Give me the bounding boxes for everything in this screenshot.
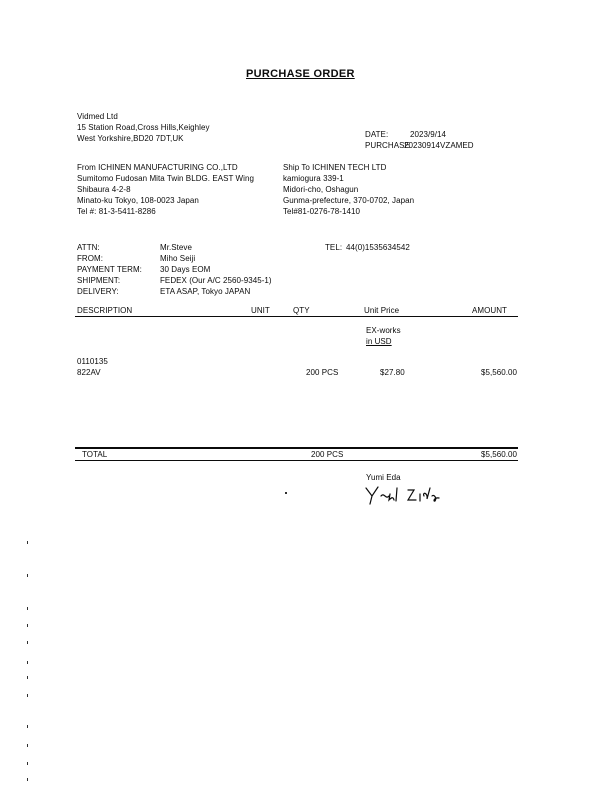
- signer-name: Yumi Eda: [366, 473, 401, 482]
- scan-mark: [27, 624, 28, 627]
- item-description: 822AV: [77, 368, 101, 377]
- tel-value: 44(0)1535634542: [346, 243, 410, 252]
- scan-mark: [27, 574, 28, 577]
- signature: [364, 484, 454, 509]
- ship-to-tel: Tel#81-0276-78-1410: [283, 207, 361, 216]
- from-tel: Tel #: 81-3-5411-8286: [77, 207, 156, 216]
- total-qty: 200 PCS: [311, 450, 344, 459]
- scan-mark: [27, 607, 28, 610]
- delivery-value: ETA ASAP, Tokyo JAPAN: [160, 287, 251, 296]
- from-address-line-3: Minato-ku Tokyo, 108-0023 Japan: [77, 196, 199, 205]
- scan-mark: [27, 694, 28, 697]
- price-note-exworks: EX-works: [366, 326, 401, 335]
- item-unit-price: $27.80: [380, 368, 405, 377]
- date-value: 2023/9/14: [410, 130, 447, 139]
- ship-to-company: Ship To ICHINEN TECH LTD: [283, 163, 387, 172]
- scan-speck: [285, 492, 287, 494]
- tel-label: TEL:: [325, 243, 343, 252]
- purchase-label: PURCHASE: [365, 141, 410, 150]
- scan-mark: [27, 725, 28, 728]
- purchase-number: 20230914VZAMED: [404, 141, 474, 150]
- ship-to-address-line-2: Midori-cho, Oshagun: [283, 185, 359, 194]
- from-address-line-1: Sumitomo Fudosan Mita Twin BLDG. EAST Wing: [77, 174, 254, 183]
- scan-mark: [27, 541, 28, 544]
- from-address-line-2: Shibaura 4-2-8: [77, 185, 131, 194]
- col-header-description: DESCRIPTION: [77, 306, 133, 315]
- item-code: 0110135: [77, 357, 108, 366]
- shipment-label: SHIPMENT:: [77, 276, 121, 285]
- ship-to-address-line-1: kamiogura 339-1: [283, 174, 344, 183]
- page-title: PURCHASE ORDER: [246, 68, 355, 80]
- payment-term-label: PAYMENT TERM:: [77, 265, 142, 274]
- vendor-address-line-2: West Yorkshire,BD20 7DT,UK: [77, 134, 184, 143]
- signature-scribble: [364, 484, 454, 506]
- col-header-unit-price: Unit Price: [364, 306, 400, 315]
- attn-value: Mr.Steve: [160, 243, 192, 252]
- payment-term-value: 30 Days EOM: [160, 265, 211, 274]
- vendor-address-line-1: 15 Station Road,Cross Hills,Keighley: [77, 123, 210, 132]
- date-label: DATE:: [365, 130, 389, 139]
- attn-label: ATTN:: [77, 243, 100, 252]
- total-top-rule: [75, 447, 518, 449]
- scan-mark: [27, 641, 28, 644]
- from-company: From ICHINEN MANUFACTURING CO.,LTD: [77, 163, 238, 172]
- col-header-amount: AMOUNT: [472, 306, 507, 315]
- scan-mark: [27, 762, 28, 765]
- total-amount: $5,560.00: [481, 450, 518, 459]
- item-amount: $5,560.00: [481, 368, 518, 377]
- scan-mark: [27, 744, 28, 747]
- shipment-value: FEDEX (Our A/C 2560-9345-1): [160, 276, 272, 285]
- col-header-qty: QTY: [293, 306, 310, 315]
- total-label: TOTAL: [82, 450, 108, 459]
- scan-mark: [27, 778, 28, 781]
- col-header-unit: UNIT: [251, 306, 270, 315]
- scan-mark: [27, 661, 28, 664]
- scan-mark: [27, 676, 28, 679]
- header-rule: [75, 316, 518, 317]
- from-person-value: Miho Seiji: [160, 254, 196, 263]
- total-bottom-rule: [75, 460, 518, 461]
- from-person-label: FROM:: [77, 254, 104, 263]
- vendor-name: Vidmed Ltd: [77, 112, 118, 121]
- ship-to-address-line-3: Gunma-prefecture, 370-0702, Japan: [283, 196, 415, 205]
- price-note-currency: in USD: [366, 337, 392, 346]
- delivery-label: DELIVERY:: [77, 287, 119, 296]
- item-qty: 200 PCS: [306, 368, 339, 377]
